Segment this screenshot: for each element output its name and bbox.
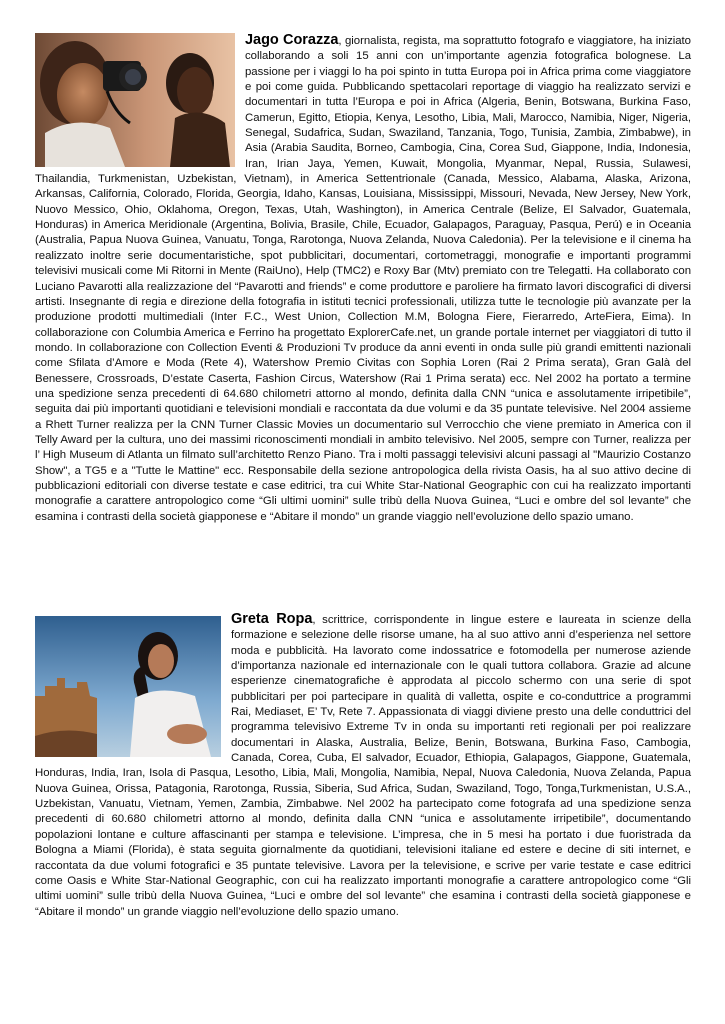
person-name: Jago Corazza	[245, 32, 339, 48]
biography-text: , scrittrice, corrispondente in lingue estere e laureata in scienze della formazione e selezione delle risorse umane, ha al suo attivo anni d’esperienza nel settore moda e pubblicità. Ha lavorato come indossatrice e fotomodella per numerose aziende d’importanza nazionale ed internazionale con le quali tuttora collabora. Grazie ad alcune esperienze cinematografiche è approdata al piccolo schermo con una serie di spot pubblicitari per poi partecipare in qualità di valletta, ospite e co-conduttrice a programmi Rai, Mediaset, E’ Tv, Rete 7. Appassionata di viaggi diviene presto una delle conduttrici del programma televisivo Extreme Tv in onda su importanti reti regionali per poi realizzare documentari in Alaska, Australia, Belize, Benin, Botswana, Burkina Faso, Cambogia, Canada, Corea, Cuba, El salvador, Ecuador, Ethiopia, Galapagos, Giappone, Guatemala, Honduras, India, Iran, Isola di Pasqua, Lesotho, Libia, Mali, Mongolia, Namibia, Nepal, Nuova Caledonia, Nuova Zelanda, Papua Nuova Guinea, Orissa, Patagonia, Rarotonga, Russia, Siberia, Sud Africa, Sudan, Swaziland, Togo, Tonga,Turkmenistan, U.S.A., Uzbekistan, Vanuatu, Vietnam, Yemen, Zambia, Zimbabwe. Nel 2002 ha partecipato come fotografa ad una spedizione senza precedenti di 60.680 chilometri attorno al mondo, definita dalla CNN “unica e assolutamente irripetibile”, documentando popolazioni lontane e culture affascinanti per stampa e televisione. L’impresa, che in 5 mesi ha portato i due fuoristrada da Bologna a Miami (Florida), è stata seguita giornalmente da quotidiani, televisioni italiane ed estere e decine di siti internet, e raccontata da due volumi fotografici e 35 puntate televisive. Lavora per la televisione, e scrive per varie testate e case editrici come Oasis e White Star-National Geographic, con cui ha realizzato importanti monografie a carattere antropologico come “Gli ultimi uomini” sulle tribù della Nuova Guinea, “Luci e ombre del sol levante” che esamina i contrasti della società giapponese e “Abitare il mondo” un grande viaggio nell’evoluzione dello spazio umano.	[35, 614, 692, 918]
photographer-portrait-photo	[35, 33, 235, 167]
woman-portrait-photo	[35, 616, 221, 757]
bio-jago-corazza	[35, 33, 691, 525]
person-name: Greta Ropa	[231, 611, 313, 627]
biography-text: , giornalista, regista, ma soprattutto fotografo e viaggiatore, ha iniziato collaborando a soli 15 anni con un’importante agenzia fotografica bolognese. La passione per i viaggi lo ha poi spinto in tutta Europa poi in Africa prima come viaggiatore e poi come guida. Pubblicando spettacolari reportage di viaggio ha realizzato servizi e documentari in tutta l’Europa e poi in Africa (Algeria, Benin, Botswana, Burkina Faso, Camerun, Egitto, Etiopia, Kenya, Lesotho, Libia, Mali, Marocco, Namibia, Niger, Nigeria, Senegal, Sudafrica, Sudan, Swaziland, Tanzania, Togo, Tunisia, Zambia, Zimbabwe), in Asia (Arabia Saudita, Borneo, Cambogia, Cina, Corea Sud, Giappone, India, Indonesia, Iran, Irian Jaya, Yemen, Kuwait, Mongolia, Myanmar, Nepal, Russia, Sulawesi, Thailandia, Turkmenistan, Uzbekistan, Vietnam), in America Settentrionale (Canada, Messico, Alabama, Alaska, Arizona, Arkansas, California, Colorado, Florida, Georgia, Idaho, Kansas, Louisiana, Mississippi, Missouri, Nevada, New Jersey, New York, Nuovo Messico, Ohio, Oklahoma, Oregon, Texas, Utah, Washington), in America Centrale (Belize, El Salvador, Guatemala, Honduras) in America Meridionale (Argentina, Bolivia, Brasile, Chile, Ecuador, Galapagos, Paraguay, Pasqua, Perú) e in Oceania (Australia, Papua Nuova Guinea, Vanuatu, Tonga, Rarotonga, Nuova Zelanda, Nuova Caledonia). Per la televisione e il cinema ha realizzato inoltre serie documentaristiche, spot pubblicitari, documentari, cortometraggi, monografie e importanti programmi televisivi musicali come Mi Ritorni in Mente (RaiUno), Help (TMC2) e Roxy Bar (Mtv) premiato con tre Telegatti. Ha collaborato con Luciano Pavarotti alla realizzazione del “Pavarotti and friends” e come produttore e paroliere ha firmato lavori discografici di diversi artisti. Insegnante di regia e direzione della fotografia in istituti tecnici professionali, utilizza tutte le tecnologie più avanzate per la produzione prodotti multimediali (Inter F.C., West Union, Collection M.M, Bologna Fiere, Fierarredo, ArteFiera, Eima). In collaborazione con Columbia America e Ferrino ha progettato ExplorerCafe.net, un grande portale internet per viaggiatori di tutto il mondo. In collaborazione con Collection Eventi & Produzioni Tv produce da anni eventi in onda sulle più grandi emittenti nazionali come Sfilata d’Amore e Moda (Rete 4), Watershow Premio Civitas con Sophia Loren (Rai 2 Prima serata), Gran Galà del Benessere, Crossroads, D’estate Caserta, Fashion Circus, Watershow (Rai 1 Prima serata) ecc. Nel 2002 ha portato a termine una spedizione senza precedenti di 64.680 chilometri attorno al mondo, definita dalla CNN “unica e assolutamente irripetibile”, seguita dai più importanti quotidiani e televisioni mondiali e raccontata da due volumi e da 35 puntate televisive. Nel 2004 assieme a Rhett Turner realizza per la CNN Turner Classic Movies un documentario sul Verrocchio che viene premiato in America con il Telly Award per la cultura, uno dei massimi riconoscimenti mondiali in ambito televisivo. Nel 2005, sempre con Turner, realizza per l’ High Museum di Atlanta un filmato sull’architetto Renzo Piano. Tra i molti passaggi televisivi alcuni passagi al "Maurizio Costanzo Show", a TG5 e a "Tutte le Mattine" ecc. Responsabile della sezione antropologica della rivista Oasis, ha al suo attivo decine di pubblicazioni editoriali con diverse testate e case editrici, tra cui White Star-National Geographic con cui ha realizzato importanti monografie a carattere antropologico come “Gli ultimi uomini” sulle tribù della Nuova Guinea, “Luci e ombre del sol levante” che esamina i contrasti della società giapponese e “Abitare il mondo” un grande viaggio nell’evoluzione dello spazio umano.	[35, 35, 691, 523]
bio-greta-ropa	[35, 612, 691, 920]
